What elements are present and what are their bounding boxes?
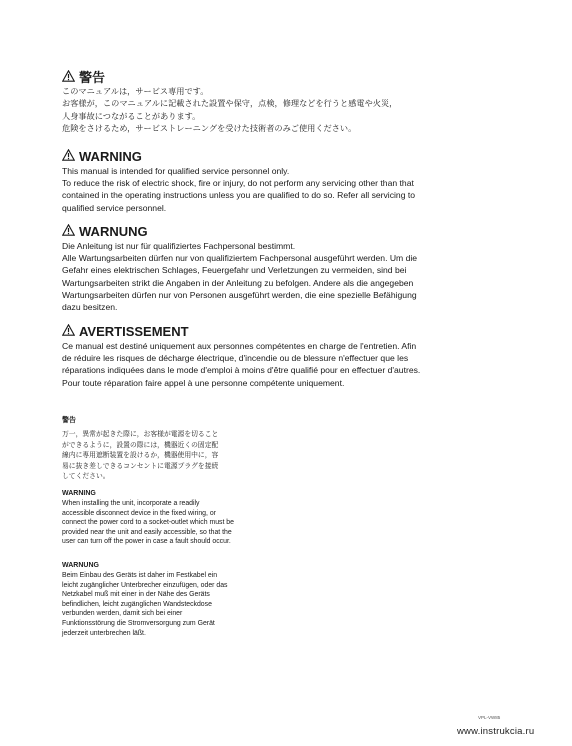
warning-triangle-icon — [62, 70, 75, 85]
small-section-title: WARNING — [62, 490, 96, 497]
small-section-title: WARNUNG — [62, 562, 99, 569]
section-en-warning — [62, 149, 472, 214]
section-body: This manual is intended for qualified service personnel only. To reduce the risk of electric shock, fire or injury, do not perform any servicing other than that contained in the operating instructions unless you are qualified to do so. Refer all servicing to qualified service personnel. — [62, 166, 416, 213]
section-title: WARNING — [62, 149, 472, 164]
section-title: AVERTISSEMENT — [62, 324, 472, 339]
small-section-body: 万一，異常が起きた際に，お客様が電源を切ること ができるように，設置の際には，機器近くの固定配 線内に専用遮断装置を設けるか，機器使用中に，容 易に抜き差しできるコンセントに電源プラグを接続 してください。 — [62, 431, 219, 480]
section-body: Ce manual est destiné uniquement aux personnes compétentes en charge de l'entretien. Afin de réduire les risques de décharge électrique, d'incendie ou de blessure n'effectuer que les réparations indiquées dans le mode d'emploi à moins d'être qualifié pour en effectuer d'autres. Pour toute réparation faire appel à une personne compétente uniquement. — [62, 341, 421, 388]
model-code: VPL-VW85 — [478, 715, 501, 720]
section-jp-warning — [62, 70, 472, 136]
small-section-en — [62, 489, 292, 547]
small-section-body: When installing the unit, incorporate a readily accessible disconnect device in the fixed wiring, or connect the power cord to a socket-outlet which must be provided near the unit and easily accessible, so that the user can turn off the power in case a fault should occur. — [62, 500, 234, 546]
watermark-link[interactable]: www.instrukcia.ru — [457, 726, 535, 737]
warning-triangle-icon — [62, 224, 75, 239]
section-body: このマニュアルは，サービス専用です。 お客様が，このマニュアルに記載された設置や保守，点検，修理などを行うと感電や火災， 人身事故につながることがあります。 危険をさけるため，サービストレーニングを受けた技術者のみご使用ください。 — [62, 87, 398, 134]
small-section-body: Beim Einbau des Geräts ist daher im Festkabel ein leicht zugänglicher Unterbrecher einzufügen, oder das Netzkabel muß mit einer in der Nähe des Geräts befindlichen, leicht zugänglichen Wandsteckdose verbunden werden, damit sich bei einer Funktionsstörung die Stromversorgung zum Gerät jederzeit unterbrechen läßt. — [62, 572, 228, 637]
section-title: WARNUNG — [62, 224, 472, 239]
section-body: Die Anleitung ist nur für qualifiziertes Fachpersonal bestimmt. Alle Wartungsarbeiten dürfen nur von qualifiziertem Fachpersonal ausgeführt werden. Um die Gefahr eines elektrischen Schlages, Feuergefahr und Verletzungen zu vermeiden, sind bei Wartungsarbeiten strikt die Angaben in der Anleitung zu befolgen. Andere als die angegeben Wartungsarbeiten dürfen nur von Personen ausgeführt werden, die eine spezielle Befähigung dazu besitzen. — [62, 241, 418, 313]
small-section-title: 警告 — [62, 417, 76, 424]
section-title: 警告 — [62, 70, 472, 85]
small-section-de — [62, 561, 292, 638]
warning-triangle-icon — [62, 149, 75, 164]
small-section-jp — [62, 416, 292, 483]
warning-triangle-icon — [62, 324, 75, 339]
section-fr-warning — [62, 324, 472, 389]
section-de-warning — [62, 224, 472, 313]
